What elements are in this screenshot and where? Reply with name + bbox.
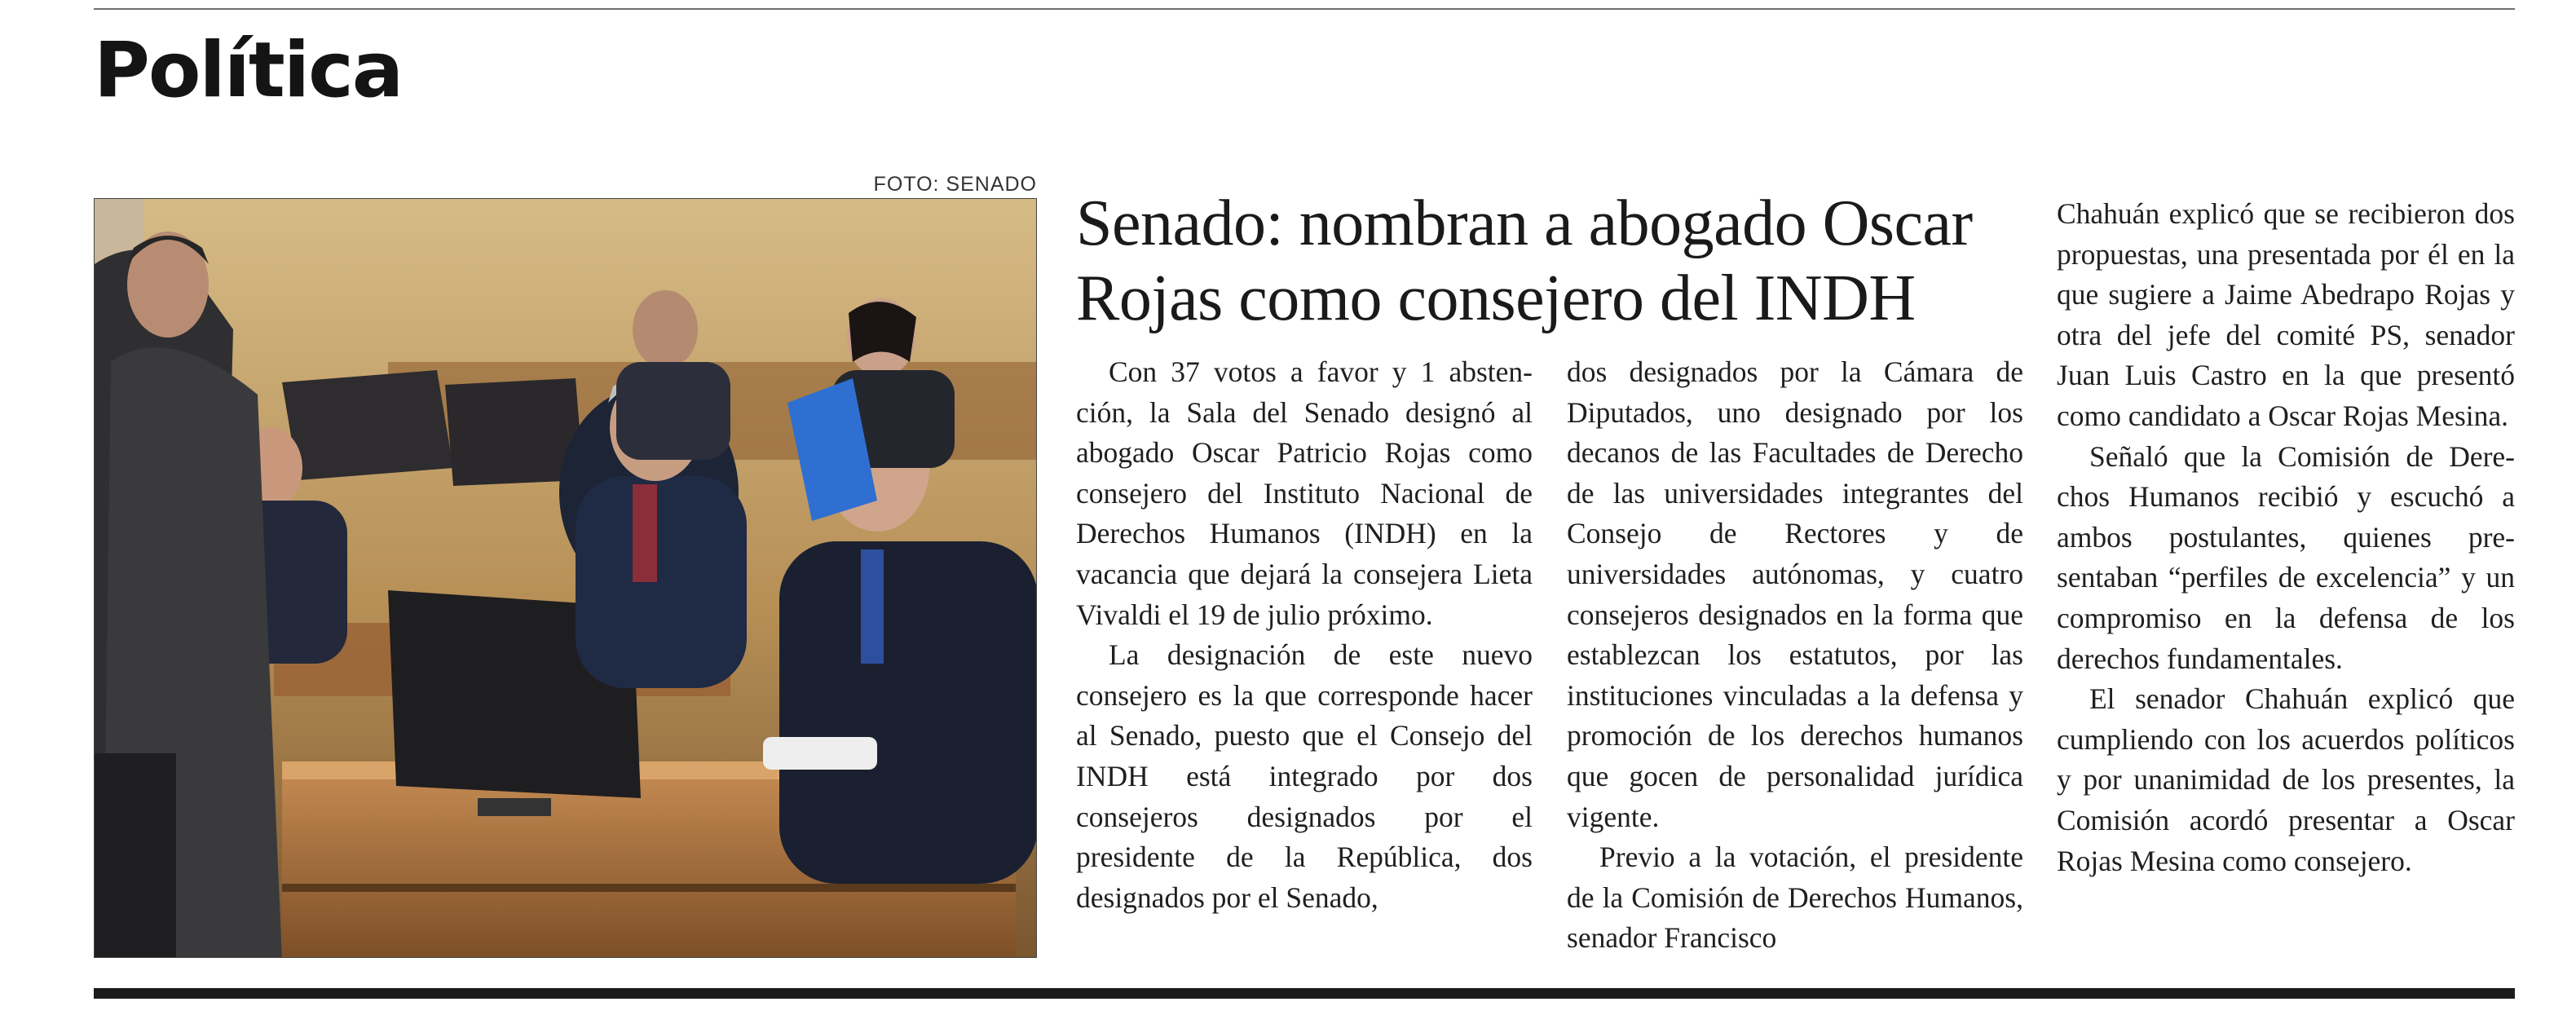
photo-credit: FOTO: SENADO: [873, 173, 1037, 196]
article-column-1: [1076, 352, 1533, 918]
body-paragraph: El senador Chahuán explicó que cumpliendo con los acuerdos políticos y por unanimidad de los presentes, la Comisión acordó presentar a Oscar Rojas Mesina como consejero.: [2057, 682, 2515, 877]
body-paragraph: Con 37 votos a favor y 1 abstención, la Sala del Senado designó al abogado Oscar Patricio Rojas como consejero del Instituto Nacional de Derechos Humanos (INDH) en la vacancia que dejará la consejera Lieta Vivaldi el 19 de julio próximo.: [1076, 355, 1533, 631]
body-paragraph: Previo a la votación, el presidente de la Comisión de Derechos Humanos, senador Francisco: [1567, 841, 2023, 955]
body-paragraph: dos designados por la Cámara de Diputados, uno designado por los decanos de las Facultades de Derecho de las universidades integrantes del Consejo de Rectores y de universidades autónomas, y cuatro consejeros designados en la forma que establezcan los estatutos, por las instituciones vinculadas a la defensa y promoción de los derechos humanos que gocen de personalidad jurídica vigente.: [1567, 355, 2023, 833]
article-column-3: [2057, 194, 2515, 881]
section-title: Política: [94, 26, 403, 115]
article-photo: [94, 198, 1037, 958]
body-paragraph: Señaló que la Comisión de Derechos Humanos recibió y escuchó a ambos postulantes, quienes presentaban “perfiles de excelencia” y un compromiso en la defensa de los derechos fundamentales.: [2057, 439, 2515, 675]
body-paragraph: La designación de este nuevo consejero es la que corresponde hacer al Senado, puesto que el Consejo del INDH está integrado por dos consejeros designados por el presidente de la República, dos designados por el Senado,: [1076, 638, 1533, 914]
article-column-2: [1567, 352, 2023, 959]
cropped-header-fragment: [245, 0, 668, 3]
bottom-rule: [94, 988, 2515, 999]
body-paragraph: Chahuán explicó que se recibieron dos propuestas, una presentada por él en la que sugiere a Jaime Abedrapo Rojas y otra del jefe del comité PS, senador Juan Luis Castro en la que presentó como candidato a Oscar Rojas Mesina.: [2057, 197, 2515, 432]
top-rule: [94, 8, 2515, 10]
article-headline: Senado: nombran a abogado Oscar Rojas como consejero del INDH: [1076, 188, 1973, 334]
